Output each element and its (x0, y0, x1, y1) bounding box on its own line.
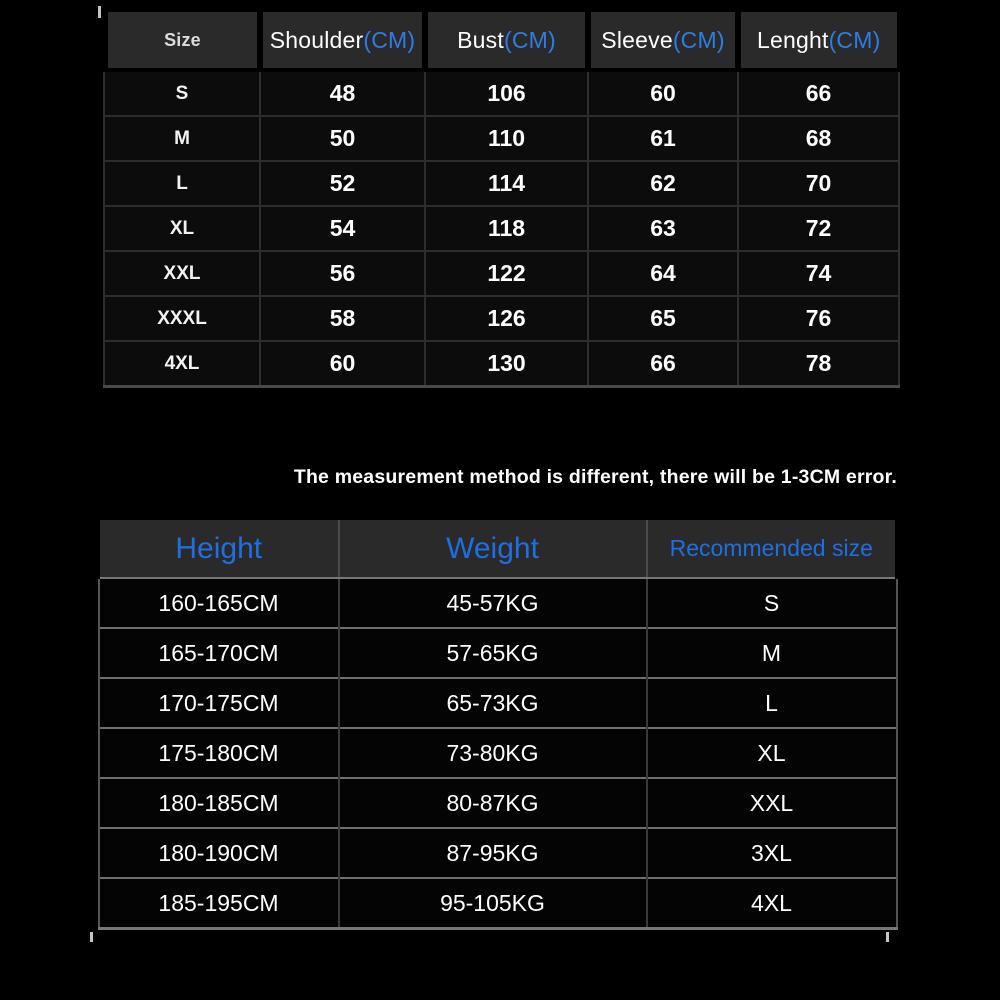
size-label-cell: S (104, 70, 260, 116)
unit-label: (CM) (828, 26, 881, 53)
table-row (99, 878, 897, 929)
header-label: Size (164, 29, 201, 50)
table-row (99, 778, 897, 828)
bust-cell: 110 (425, 116, 588, 161)
shoulder-cell: 58 (260, 296, 425, 341)
measurement-note: The measurement method is different, there will be 1-3CM error. (293, 466, 897, 488)
table-row (104, 70, 899, 116)
column-header-size (104, 12, 260, 70)
length-cell: 78 (738, 341, 899, 387)
table-row (104, 116, 899, 161)
sleeve-cell: 60 (588, 70, 738, 116)
size-label-cell: M (104, 116, 260, 161)
column-header-bust (425, 12, 588, 70)
length-cell: 76 (738, 296, 899, 341)
length-cell: 66 (738, 70, 899, 116)
bust-cell: 114 (425, 161, 588, 206)
recommended-size-cell: XXL (647, 778, 897, 828)
table-row (104, 296, 899, 341)
column-header-weight: Weight (339, 520, 647, 578)
weight-cell: 87-95KG (339, 828, 647, 878)
length-cell: 70 (738, 161, 899, 206)
table-row (104, 161, 899, 206)
weight-cell: 95-105KG (339, 878, 647, 929)
bust-cell: 122 (425, 251, 588, 296)
fit-table-header-row (99, 520, 897, 578)
height-cell: 165-170CM (99, 628, 339, 678)
height-cell: 160-165CM (99, 578, 339, 628)
length-cell: 72 (738, 206, 899, 251)
height-cell: 170-175CM (99, 678, 339, 728)
size-label-cell: XXXL (104, 296, 260, 341)
recommended-size-cell: 3XL (647, 828, 897, 878)
column-header-recommended-size: Recommended size (647, 520, 897, 578)
shoulder-cell: 56 (260, 251, 425, 296)
height-cell: 180-190CM (99, 828, 339, 878)
sleeve-cell: 62 (588, 161, 738, 206)
unit-label: (CM) (503, 26, 556, 53)
recommended-size-cell: M (647, 628, 897, 678)
size-label-cell: XXL (104, 251, 260, 296)
table-row (104, 341, 899, 387)
column-header-length (738, 12, 899, 70)
height-cell: 175-180CM (99, 728, 339, 778)
fit-recommendation-table (97, 520, 898, 930)
shoulder-cell: 54 (260, 206, 425, 251)
size-table-header-row (104, 12, 899, 70)
weight-cell: 57-65KG (339, 628, 647, 678)
shoulder-cell: 52 (260, 161, 425, 206)
length-cell: 68 (738, 116, 899, 161)
corner-tick (90, 932, 93, 942)
length-cell: 74 (738, 251, 899, 296)
header-label: Lenght (757, 26, 829, 53)
column-header-shoulder (260, 12, 425, 70)
height-cell: 185-195CM (99, 878, 339, 929)
weight-cell: 80-87KG (339, 778, 647, 828)
table-row (104, 206, 899, 251)
sleeve-cell: 63 (588, 206, 738, 251)
header-label: Shoulder (269, 26, 364, 53)
recommended-size-cell: 4XL (647, 878, 897, 929)
column-header-sleeve (588, 12, 738, 70)
shoulder-cell: 48 (260, 70, 425, 116)
table-row (99, 578, 897, 628)
header-label: Bust (457, 26, 504, 53)
sleeve-cell: 65 (588, 296, 738, 341)
weight-cell: 73-80KG (339, 728, 647, 778)
header-label: Sleeve (601, 26, 673, 53)
bust-cell: 118 (425, 206, 588, 251)
bust-cell: 106 (425, 70, 588, 116)
corner-tick (98, 6, 101, 18)
table-row (104, 251, 899, 296)
garment-size-table (100, 12, 902, 388)
size-label-cell: XL (104, 206, 260, 251)
column-header-height: Height (99, 520, 339, 578)
table-row (99, 828, 897, 878)
unit-label: (CM) (363, 26, 416, 53)
sleeve-cell: 61 (588, 116, 738, 161)
size-label-cell: L (104, 161, 260, 206)
sleeve-cell: 64 (588, 251, 738, 296)
shoulder-cell: 50 (260, 116, 425, 161)
recommended-size-cell: S (647, 578, 897, 628)
bust-cell: 130 (425, 341, 588, 387)
weight-cell: 65-73KG (339, 678, 647, 728)
size-label-cell: 4XL (104, 341, 260, 387)
shoulder-cell: 60 (260, 341, 425, 387)
weight-cell: 45-57KG (339, 578, 647, 628)
recommended-size-cell: XL (647, 728, 897, 778)
height-cell: 180-185CM (99, 778, 339, 828)
table-row (99, 628, 897, 678)
sleeve-cell: 66 (588, 341, 738, 387)
recommended-size-cell: L (647, 678, 897, 728)
table-row (99, 678, 897, 728)
corner-tick (886, 932, 889, 942)
bust-cell: 126 (425, 296, 588, 341)
table-row (99, 728, 897, 778)
unit-label: (CM) (672, 26, 725, 53)
